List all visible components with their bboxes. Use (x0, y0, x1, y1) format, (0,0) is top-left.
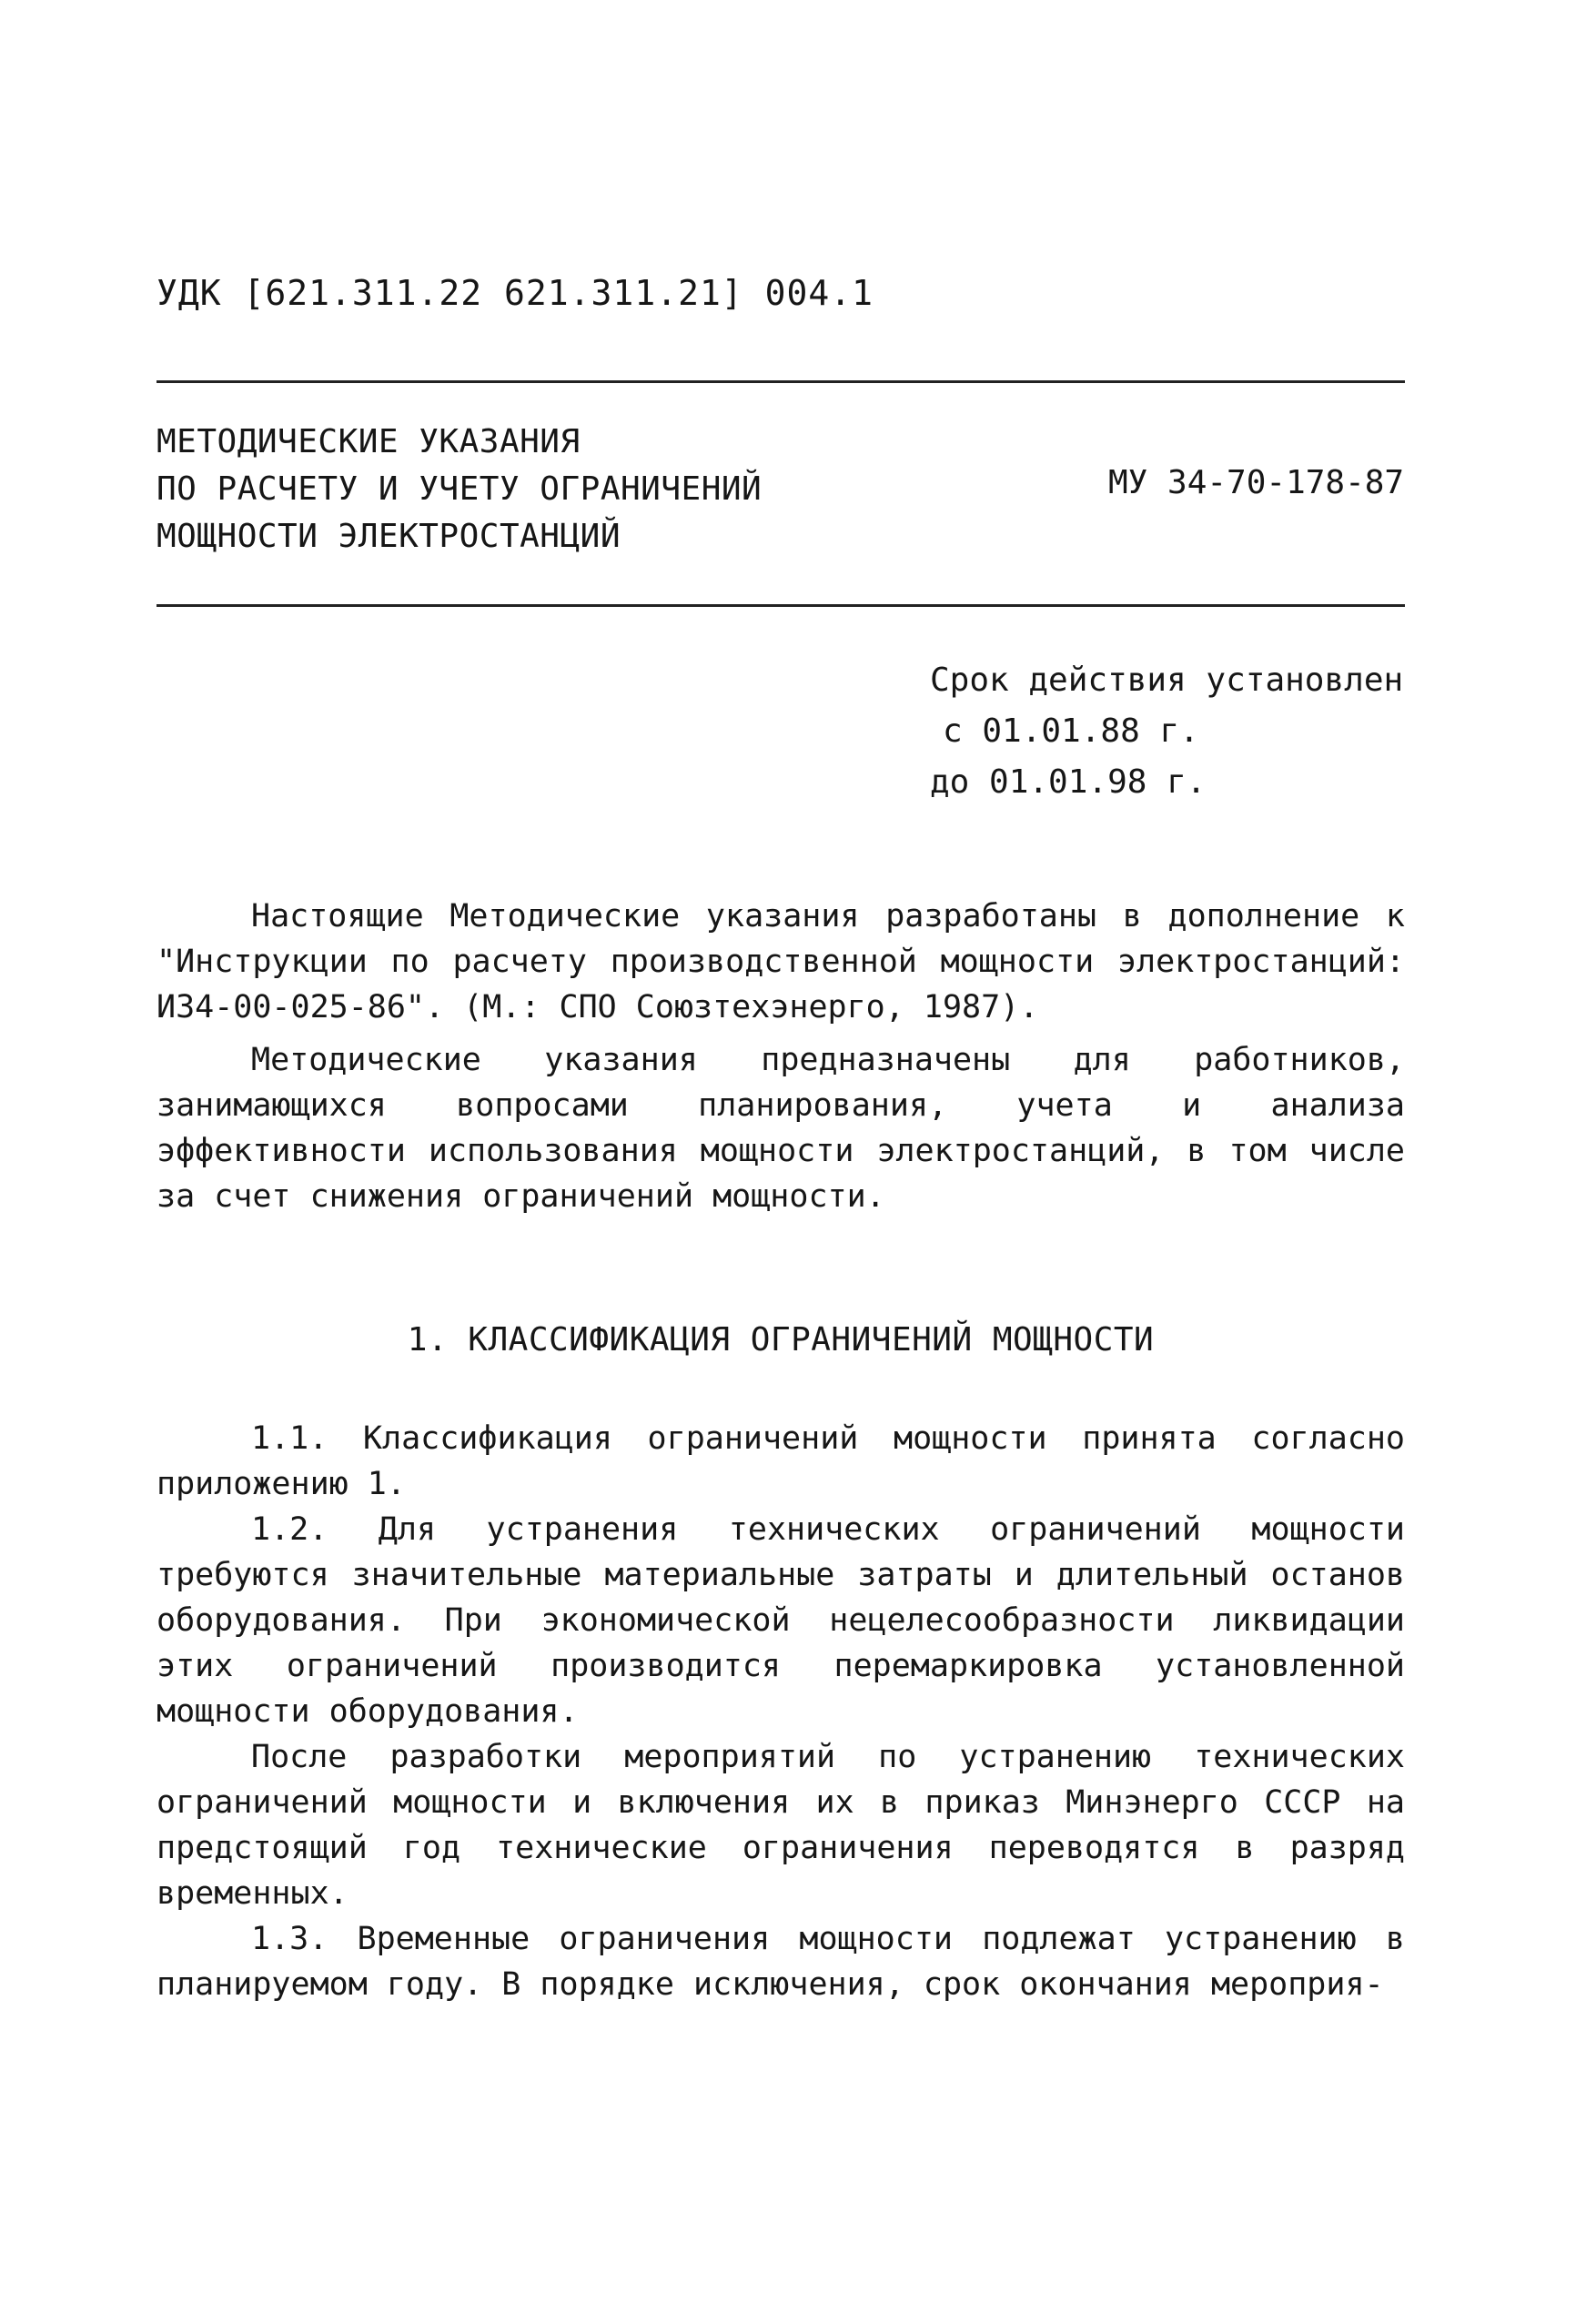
bottom-divider (157, 604, 1405, 607)
title-line-2: ПО РАСЧЕТУ И УЧЕТУ ОГРАНИЧЕНИЙ (157, 470, 763, 508)
title-line-3: МОЩНОСТИ ЭЛЕКТРОСТАНЦИЙ (157, 518, 621, 555)
section-1-heading: 1. КЛАССИФИКАЦИЯ ОГРАНИЧЕНИЙ МОЩНОСТИ (407, 1321, 1155, 1359)
intro-paragraph-2: Методические указания предназначены для работников, занимающихся вопросами планирования, учета и анализа эффективности использования мощности электростанций, в том числе за счет снижения ограничений мощности. (157, 1042, 1405, 1215)
top-divider (157, 380, 1405, 383)
clause-1-3: 1.3. Временные ограничения мощности подлежат устранению в планируемом году. В порядке исключения, срок окончания мероприя- (157, 1921, 1405, 2003)
validity-to: до 01.01.98 г. (930, 763, 1207, 801)
document-title (157, 419, 762, 561)
validity-from: с 01.01.88 г. (943, 712, 1199, 750)
validity-period (930, 655, 1403, 808)
intro-paragraph-1: Настоящие Методические указания разработаны в дополнение к "Инструкции по расчету производственной мощности электростанций: И34-00-025-86". (М.: СПО Союзтехэнерго, 1987). (157, 898, 1405, 1025)
intro-text (157, 894, 1405, 1219)
clause-1-2-continued: После разработки мероприятий по устранению технических ограничений мощности и включения их в приказ Минэнерго СССР на предстоящий год технические ограничения переводятся в разряд временных. (157, 1739, 1405, 1912)
title-line-1: МЕТОДИЧЕСКИЕ УКАЗАНИЯ (157, 423, 581, 460)
document-code: МУ 34-70-178-87 (1108, 464, 1405, 501)
udk-classification: УДК [621.311.22 621.311.21] 004.1 (157, 273, 874, 313)
clause-1-1: 1.1. Классификация ограничений мощности принята согласно приложению 1. (157, 1420, 1405, 1502)
validity-label: Срок действия установлен (930, 662, 1404, 699)
clause-1-2: 1.2. Для устранения технических ограничений мощности требуются значительные материальные затраты и длительный останов оборудования. При экономической нецелесообразности ликвидации этих ограничений производится перемаркировка установленной мощности оборудования. (157, 1511, 1405, 1730)
section-1-text (157, 1416, 1405, 2007)
